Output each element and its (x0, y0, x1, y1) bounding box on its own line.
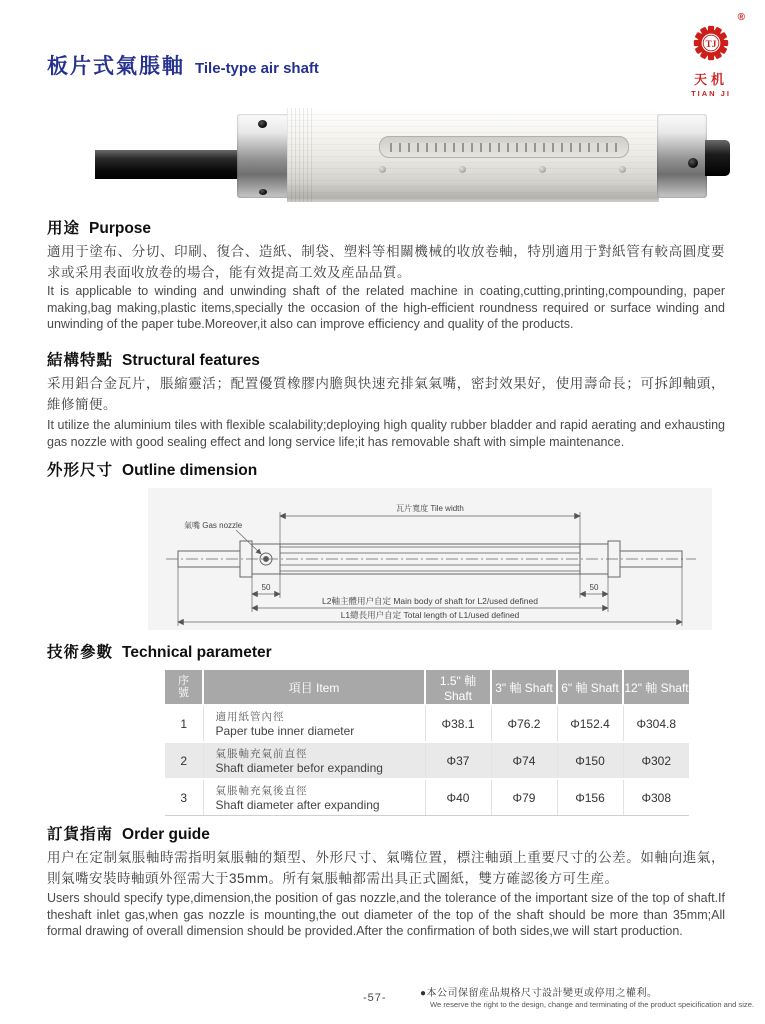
purpose-text-en: It is applicable to winding and unwinding shaft of the related machine in coating,cutting,printing,compounding, paper making,bag making,plastic items,specially the occasion of the high-efficient roundness required or surface winding and unwinding of the paper tube.Moreover,it also can improve efficiency and quality of the products. (47, 284, 725, 331)
body-screw (539, 166, 546, 173)
item-zh: 氣脹軸充氣後直徑 (215, 785, 308, 797)
row-item (203, 779, 425, 816)
shaft-body (287, 108, 659, 202)
section-heading-order (47, 822, 210, 844)
value-cell: Φ156 (557, 779, 623, 816)
dim-label-50-left: 50 (261, 583, 271, 592)
section-heading-purpose (47, 216, 151, 238)
heading-en: Outline dimension (122, 462, 258, 479)
col-header-shaft-6: 6" 軸 Shaft (557, 670, 623, 705)
heading-zh: 用途 (47, 220, 81, 237)
logo-tj-text: TJ (705, 39, 717, 50)
structural-text-en: It utilize the aluminium tiles with flexible scalability;deploying high quality rubber bladder and rapid aerating and exhausting gas nozzle with good sealing effect and long service life;it has removable shaft with simple maintenance. (47, 418, 725, 449)
page-title (47, 50, 319, 80)
end-cap-left (237, 114, 289, 198)
value-cell: Φ40 (425, 779, 491, 816)
page-title-en: Tile-type air shaft (195, 60, 319, 77)
body-screw (459, 166, 466, 173)
value-cell: Φ76.2 (491, 705, 557, 742)
value-cell: Φ304.8 (623, 705, 689, 742)
col-header-shaft-3: 3" 軸 Shaft (491, 670, 557, 705)
item-zh: 氣脹軸充氣前直徑 (215, 748, 308, 760)
heading-zh: 技術參數 (47, 644, 114, 661)
section-heading-structural (47, 348, 260, 370)
shaft-handle (95, 150, 243, 179)
product-photo (95, 102, 680, 204)
table-row (165, 742, 689, 779)
order-text-zh: 用户在定制氣脹軸時需指明氣脹軸的類型、外形尺寸、氣嘴位置，標注軸頭上重要尺寸的公差。如軸向進氣，則氣嘴安裝時軸頭外徑需大于35mm。所有氣脹軸都需出具正式圖紙，雙方確認後方可生産。 (47, 850, 725, 886)
screw-dot (688, 158, 698, 168)
section-heading-outline (47, 458, 257, 480)
value-cell: Φ150 (557, 742, 623, 779)
value-cell: Φ302 (623, 742, 689, 779)
table-row (165, 779, 689, 816)
row-no: 3 (165, 779, 203, 816)
footer-note-zh (420, 984, 755, 999)
body-screw (619, 166, 626, 173)
item-en: Shaft diameter after expanding (215, 798, 380, 812)
gas-nozzle-cap (705, 140, 730, 176)
technical-parameter-table (165, 670, 689, 816)
section-heading-technical (47, 640, 272, 662)
item-zh: 適用紙管內徑 (215, 711, 285, 723)
value-cell: Φ79 (491, 779, 557, 816)
col-no-zh1: 序 (178, 675, 189, 687)
table-header-row (165, 670, 689, 705)
body-ribs (287, 108, 313, 202)
page-title-zh: 板片式氣脹軸 (47, 55, 185, 78)
logo-name-en: TIAN JI (691, 89, 731, 98)
table-row (165, 705, 689, 742)
screw-dot (258, 120, 267, 128)
dim-label-l2: L2軸主體用户自定 Main body of shaft for L2/used defined (322, 596, 538, 606)
heading-en: Purpose (89, 220, 152, 237)
heading-zh: 外形尺寸 (47, 462, 114, 479)
purpose-text-zh: 適用于塗布、分切、印刷、復合、造紙、制袋、塑料等相關機械的收放卷軸，特別適用于對紙管有較高圓度要求或采用表面收放卷的場合，能有效提高工效及産品品質。 (47, 244, 725, 280)
footer-note (420, 984, 755, 1009)
dim-label-tile-width: 瓦片寬度 Tile width (396, 504, 464, 513)
value-cell: Φ38.1 (425, 705, 491, 742)
screw-dot (259, 189, 267, 195)
company-logo (675, 12, 747, 98)
dim-label-50-right: 50 (589, 583, 599, 592)
row-no: 1 (165, 705, 203, 742)
tile-window (379, 136, 629, 158)
heading-zh: 結構特點 (47, 352, 114, 369)
row-item (203, 705, 425, 742)
outline-diagram (148, 488, 712, 630)
order-text-en: Users should specify type,dimension,the position of gas nozzle,and the tolerance of the important size of the top of shaft.If theshaft inlet gas,when gas nozzle is mounting,the out diameter of the top of the shaft should be more than 35mm;All formal drawing of overall dimension should be provided.After the confirmation of both sides,we will start production. (47, 891, 725, 938)
footer-note-en: We reserve the right to the design, change and terminating of the product speicification and size. (430, 1000, 755, 1009)
dim-label-l1: L1總長用户自定 Total length of L1/used defined (340, 610, 520, 620)
tile-teeth (390, 143, 618, 152)
item-en: Shaft diameter befor expanding (215, 761, 383, 775)
item-en: Paper tube inner diameter (215, 724, 355, 738)
footer-note-zh-text: 本公司保留産品規格尺寸設計變更或停用之權利。 (426, 988, 658, 999)
logo-name-zh: 天机 (693, 72, 728, 87)
value-cell: Φ37 (425, 742, 491, 779)
registered-mark: ® (737, 12, 745, 23)
heading-zh: 訂貨指南 (47, 826, 114, 843)
end-cap-right (657, 114, 707, 198)
structural-text-zh: 采用鋁合金瓦片，脹縮靈活；配置優質橡膠内膽與快速充排氣氣嘴，密封效果好，使用壽命長；可拆卸軸頭，維修簡便。 (47, 376, 725, 412)
heading-en: Structural features (122, 352, 260, 369)
col-header-item: 項目 Item (203, 670, 425, 705)
heading-en: Order guide (122, 826, 210, 843)
heading-en: Technical parameter (122, 644, 272, 661)
gear-icon (686, 18, 736, 68)
col-no-zh2: 號 (178, 687, 189, 699)
value-cell: Φ308 (623, 779, 689, 816)
col-header-no (165, 670, 203, 705)
value-cell: Φ152.4 (557, 705, 623, 742)
value-cell: Φ74 (491, 742, 557, 779)
body-screw (379, 166, 386, 173)
row-no: 2 (165, 742, 203, 779)
col-header-shaft-12: 12" 軸 Shaft (623, 670, 689, 705)
row-item (203, 742, 425, 779)
page-number: -57- (363, 992, 387, 1004)
bullet-icon: ● (420, 988, 427, 999)
col-header-shaft-15: 1.5" 軸 Shaft (425, 670, 491, 705)
dim-label-gas-nozzle: 氣嘴 Gas nozzle (184, 521, 243, 530)
